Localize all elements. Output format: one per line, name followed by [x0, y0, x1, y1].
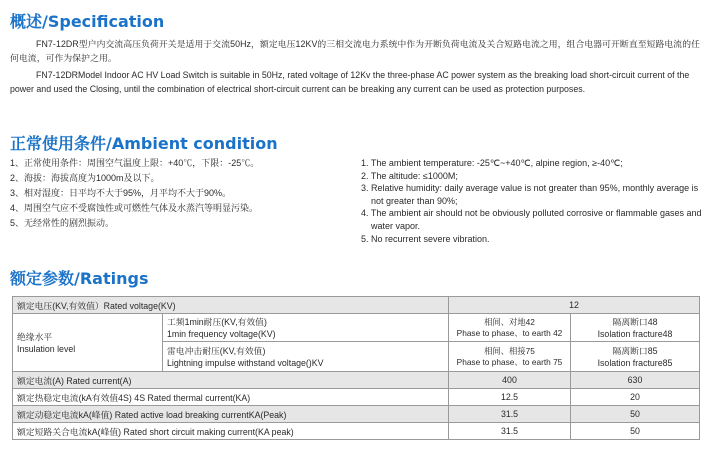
table-cell-value: 31.5: [449, 423, 571, 440]
active-breaking-current-label: 额定动稳定电流kA(峰值) Rated active load breaking currentKA(Peak): [13, 406, 449, 423]
frequency-phase-cn: 相间、对地42: [484, 316, 535, 327]
condition-item-en: 5. No recurrent severe vibration.: [361, 233, 490, 244]
rated-voltage-label: 额定电压(KV,有效值）Rated voltage(KV): [13, 297, 449, 314]
condition-item-cn: 2、海拔：海拔高度为1000m及以下。: [10, 173, 160, 183]
rated-voltage-value: 12: [449, 297, 700, 314]
condition-item-cn: 4、周围空气应不受腐蚀性或可燃性气体及水蒸汽等明显污染。: [10, 203, 259, 213]
insulation-level-en: Insulation level: [17, 343, 76, 354]
condition-item-en: 1. The ambient temperature: -25℃~+40℃, alpine region, ≥-40℃;: [361, 158, 623, 168]
ambient-conditions-cn: [10, 156, 350, 231]
table-cell-value: 12.5: [449, 389, 571, 406]
table-row: [13, 389, 700, 406]
frequency-voltage-label: [163, 314, 449, 342]
condition-item-cn: 3、相对湿度：日平均不大于95%，月平均不大于90%。: [10, 188, 232, 198]
table-cell-value: 400: [449, 372, 571, 389]
lightning-phase-cn: 相间、相接75: [484, 345, 535, 356]
lightning-isolation-value: [571, 342, 700, 372]
frequency-isolation-en: Isolation fracture48: [597, 328, 673, 339]
condition-item-en: 2. The altitude: ≤1000M;: [361, 170, 458, 181]
lightning-isolation-en: Isolation fracture85: [597, 357, 673, 368]
table-cell-value: 50: [571, 423, 700, 440]
insulation-level-cn: 绝缘水平: [17, 331, 53, 342]
lightning-impulse-label: [163, 342, 449, 372]
condition-item-en: 3. Relative humidity: daily average value is not greater than 95%, monthly average is not greater than 90%;: [361, 183, 699, 206]
specification-heading: 概述/Specification: [10, 12, 165, 31]
condition-item-en: 4. The ambient air should not be obviously polluted corrosive or flammable gases and water vapor.: [361, 208, 702, 231]
ambient-conditions-en: [361, 157, 706, 245]
lightning-isolation-cn: 隔离断口85: [612, 345, 658, 356]
table-row: [13, 372, 700, 389]
ambient-condition-heading: 正常使用条件/Ambient condition: [10, 134, 278, 153]
ratings-heading: 额定参数/Ratings: [10, 269, 149, 288]
frequency-isolation-value: [571, 314, 700, 342]
table-cell-value: 20: [571, 389, 700, 406]
frequency-voltage-cn: 工频1min耐压(KV,有效值): [167, 316, 267, 327]
table-cell-value: 630: [571, 372, 700, 389]
frequency-isolation-cn: 隔离断口48: [612, 316, 658, 327]
frequency-phase-en: Phase to phase、to earth 42: [456, 327, 563, 338]
short-circuit-making-label: 额定短路关合电流kA(峰值) Rated short circuit making current(KA peak): [13, 423, 449, 440]
lightning-impulse-en: Lightning impulse withstand voltage()KV: [167, 357, 324, 368]
insulation-level-label: [13, 314, 163, 372]
table-cell-value: 50: [571, 406, 700, 423]
table-row: [13, 406, 700, 423]
table-row: [13, 297, 700, 314]
table-row: [13, 314, 700, 342]
lightning-phase-en: Phase to phase、to earth 75: [456, 356, 563, 367]
rated-current-label: 额定电流(A) Rated current(A): [13, 372, 449, 389]
thermal-current-label: 额定热稳定电流(kA有效值4S) 4S Rated thermal current(KA): [13, 389, 449, 406]
specification-text-cn: FN7-12DR型户内交流高压负荷开关是适用于交流50Hz，额定电压12KV的三相交流电力系统中作为开断负荷电流及关合短路电流之用，组合电器可开断直至短路电流的任何电流，可作为保护之用。: [10, 39, 700, 63]
condition-item-cn: 5、无经常性的剧烈振动。: [10, 218, 115, 228]
specification-text-en: FN7-12DRModel Indoor AC HV Load Switch is suitable in 50Hz, rated voltage of 12Kv the three-phase AC power system as the breaking load short-circuit current of the power and used the Closing, until the combination of electrical short-circuit current can be breaking any current can be used as protection purposes.: [10, 70, 690, 94]
frequency-voltage-en: 1min frequency voltage(KV): [167, 328, 276, 339]
table-cell-value: 31.5: [449, 406, 571, 423]
lightning-impulse-cn: 雷电冲击耐压(KV,有效值): [167, 345, 266, 356]
frequency-phase-value: [449, 314, 571, 342]
table-row: [13, 423, 700, 440]
condition-item-cn: 1、正常使用条件：周围空气温度上限：+40℃，下限：-25℃。: [10, 158, 260, 168]
lightning-phase-value: [449, 342, 571, 372]
ratings-table: [12, 296, 700, 440]
